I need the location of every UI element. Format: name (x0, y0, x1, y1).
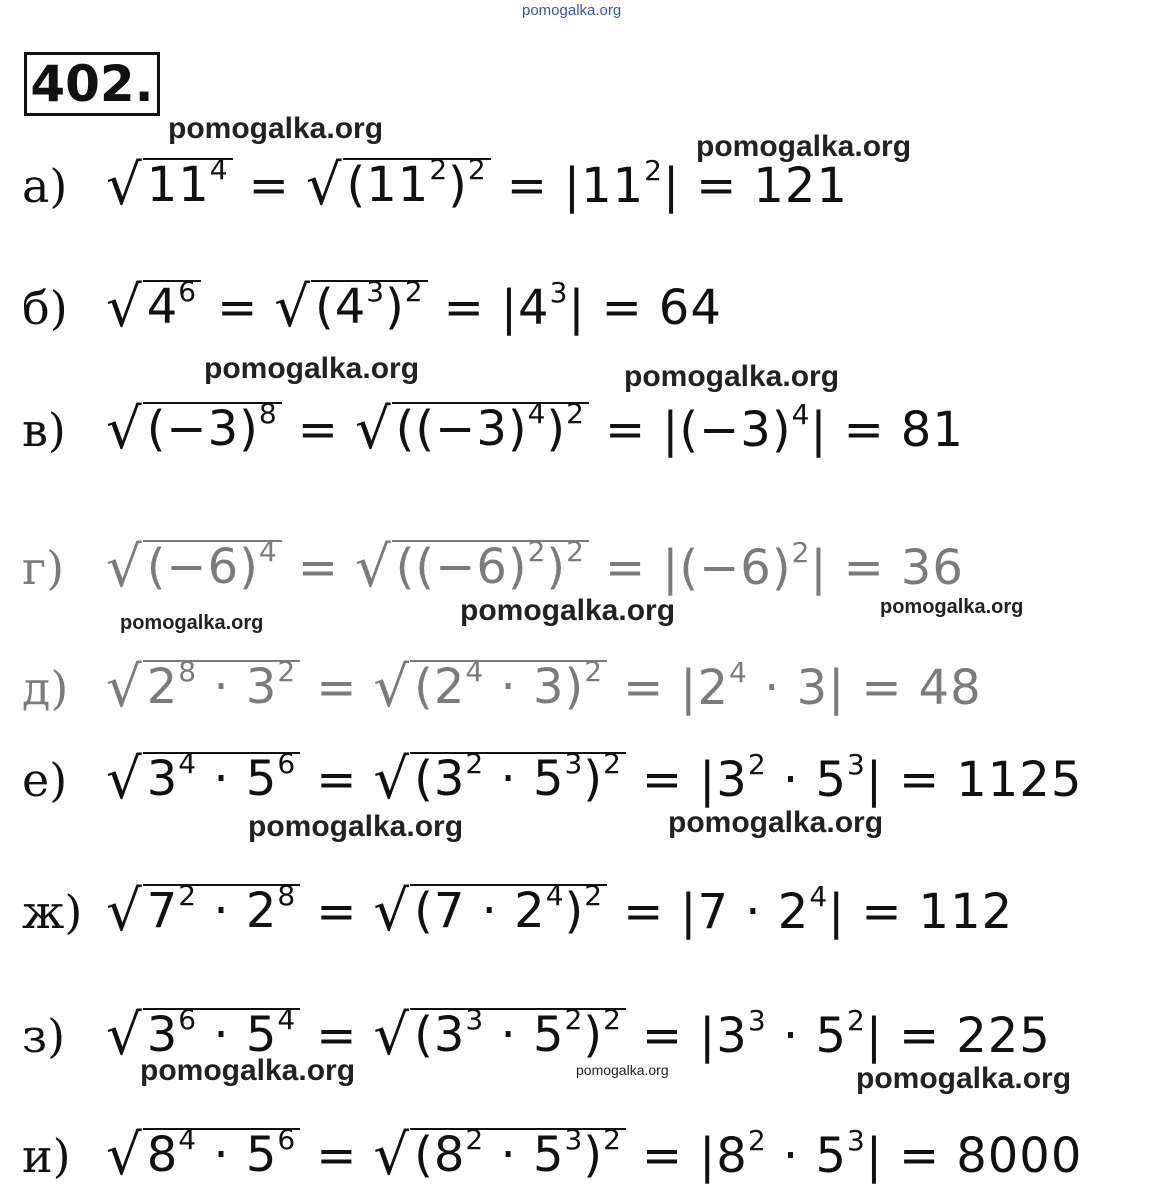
radicand (143, 747, 301, 808)
equation-row (22, 528, 964, 608)
equals-sign: = (641, 1008, 684, 1064)
exponent: 2 (603, 1003, 622, 1036)
item-label: е) (22, 753, 68, 807)
item-label: з) (22, 1009, 66, 1063)
exponent: 2 (465, 1123, 485, 1156)
base: |8 (699, 1128, 748, 1184)
radicand (143, 1003, 301, 1064)
radical-sign: √ (274, 275, 311, 340)
close-bar: | (663, 158, 681, 214)
equation (106, 535, 964, 600)
exponent: 6 (178, 1003, 198, 1036)
equals-sign: = (316, 1128, 358, 1184)
base: (−6) (146, 539, 259, 595)
radical-1 (106, 747, 300, 812)
watermark: pomogalka.org (880, 596, 1024, 618)
problem-number: 402. (24, 52, 160, 116)
close-bar: | (865, 1008, 883, 1064)
close-bar: · 3| (747, 660, 846, 716)
close-bar: | (810, 402, 828, 458)
base: |3 (699, 1008, 748, 1064)
close-paren: · 3) (484, 659, 585, 715)
exponent: 6 (277, 747, 297, 780)
radical-sign: √ (373, 747, 411, 812)
radical-2 (373, 1123, 625, 1188)
absolute-value (563, 154, 681, 214)
equals-sign: = (316, 1008, 358, 1064)
radical-sign: √ (354, 535, 392, 600)
radical-sign: √ (106, 397, 143, 462)
absolute-value (680, 880, 846, 940)
equals-sign: = (623, 884, 665, 940)
radical-sign: √ (354, 397, 392, 462)
exponent: 6 (178, 275, 198, 308)
close-bar: | (828, 884, 846, 940)
exponent: 8 (277, 879, 297, 912)
equals-sign: = (898, 1008, 941, 1064)
radical-1 (106, 1003, 300, 1068)
radicand (392, 397, 589, 458)
base: |11 (563, 158, 645, 214)
equals-sign: = (898, 752, 941, 808)
base: 11 (146, 157, 210, 213)
exponent: 4 (465, 655, 485, 688)
exponent: 3 (366, 275, 386, 308)
radical-2 (373, 655, 607, 720)
exponent: 6 (277, 1123, 297, 1156)
equation (106, 1123, 1083, 1188)
absolute-value (662, 536, 828, 596)
close-paren: ) (546, 401, 567, 457)
equation (106, 655, 982, 720)
base: 2 (146, 659, 179, 715)
exponent: 2 (644, 154, 663, 187)
radical-sign: √ (373, 655, 411, 720)
result: 36 (900, 540, 964, 596)
radical-sign: √ (373, 1003, 411, 1068)
equals-sign: = (641, 1128, 684, 1184)
exponent: 4 (791, 398, 811, 431)
exponent: 2 (527, 535, 547, 568)
radical-2 (354, 397, 589, 462)
factor: · 5 (766, 1128, 847, 1184)
result: 48 (918, 660, 982, 716)
exponent: 2 (747, 1124, 767, 1157)
exponent: 4 (258, 535, 278, 568)
radical-sign: √ (106, 275, 143, 340)
absolute-value (680, 656, 846, 716)
exponent: 3 (747, 1004, 767, 1037)
equals-sign: = (297, 402, 339, 458)
radicand (410, 655, 607, 716)
equation-row (22, 740, 1082, 820)
equals-sign: = (843, 540, 885, 596)
exponent: 4 (809, 880, 829, 913)
exponent: 4 (178, 747, 198, 780)
equation (106, 1003, 1051, 1068)
radicand (410, 747, 626, 808)
watermark: pomogalka.org (696, 130, 912, 163)
exponent: 4 (729, 656, 748, 689)
factor: · 5 (766, 1008, 847, 1064)
equals-sign: = (316, 752, 358, 808)
radical-sign: √ (106, 655, 143, 720)
base: |(−6) (662, 540, 792, 596)
close-paren: ) (448, 157, 468, 213)
factor: · 5 (197, 1007, 278, 1063)
radical-sign: √ (305, 153, 343, 218)
exponent: 3 (465, 1003, 485, 1036)
base: (3 (414, 1007, 466, 1063)
exponent: 3 (549, 276, 569, 309)
exponent: 4 (527, 397, 547, 430)
base: ((−3) (395, 401, 528, 457)
exponent: 2 (747, 748, 767, 781)
radical-2 (354, 535, 589, 600)
base: ((−6) (395, 539, 528, 595)
base: 3 (146, 1007, 179, 1063)
radicand (143, 1123, 301, 1184)
watermark-top: pomogalka.org (522, 2, 622, 19)
watermark: pomogalka.org (120, 612, 264, 634)
exponent: 2 (603, 1123, 622, 1156)
equation (106, 397, 964, 462)
result: 81 (900, 402, 964, 458)
radical-sign: √ (373, 1123, 411, 1188)
exponent: 2 (178, 879, 198, 912)
equals-sign: = (861, 884, 903, 940)
equals-sign: = (604, 402, 647, 458)
factor: · 5 (197, 1127, 278, 1183)
radicand (143, 153, 233, 214)
equals-sign: = (506, 158, 548, 214)
radicand (143, 535, 282, 596)
equation-row (22, 146, 848, 226)
absolute-value (699, 1124, 883, 1184)
exponent: 2 (566, 397, 585, 430)
item-label: а) (22, 159, 68, 213)
exponent: 2 (429, 153, 449, 186)
equals-sign: = (641, 752, 684, 808)
equation (106, 275, 722, 340)
radical-2 (305, 153, 491, 218)
exponent: 2 (465, 747, 485, 780)
watermark: pomogalka.org (168, 112, 384, 145)
equals-sign: = (248, 158, 290, 214)
base: (7 · 2 (414, 883, 546, 939)
factor: · 5 (766, 752, 847, 808)
equals-sign: = (604, 540, 647, 596)
watermark: pomogalka.org (140, 1054, 356, 1087)
item-label: в) (22, 403, 66, 457)
base: (8 (414, 1127, 466, 1183)
base: (3 (414, 751, 466, 807)
equation (106, 153, 849, 218)
watermark: pomogalka.org (460, 594, 676, 627)
base: (2 (414, 659, 466, 715)
base: 3 (146, 751, 179, 807)
radicand (392, 535, 589, 596)
exponent: 2 (584, 655, 604, 688)
equation (106, 747, 1083, 812)
result: 64 (658, 280, 722, 336)
factor: · 5 (197, 751, 278, 807)
radical-sign: √ (373, 879, 411, 944)
equals-sign: = (217, 280, 259, 336)
radical-1 (106, 275, 201, 340)
item-label: ж) (22, 885, 83, 939)
radical-1 (106, 1123, 300, 1188)
radicand (143, 397, 282, 458)
close-bar: | (568, 280, 586, 336)
radical-sign: √ (106, 747, 143, 812)
exponent: 3 (564, 747, 584, 780)
exponent: 2 (404, 275, 424, 308)
watermark: pomogalka.org (576, 1062, 669, 1078)
exponent: 2 (566, 535, 585, 568)
close-paren: ) (385, 279, 405, 335)
base: |7 · 2 (680, 884, 810, 940)
absolute-value (699, 1004, 883, 1064)
radical-1 (106, 655, 300, 720)
exponent: 3 (846, 1124, 866, 1157)
equals-sign: = (601, 280, 643, 336)
radicand (343, 153, 491, 214)
radical-1 (106, 535, 282, 600)
factor: · 2 (197, 883, 278, 939)
item-label: г) (22, 541, 65, 595)
radicand (311, 275, 428, 336)
radical-2 (373, 1003, 625, 1068)
exponent: 4 (277, 1003, 297, 1036)
equation-row (22, 390, 964, 470)
radicand (410, 879, 607, 940)
equation (106, 879, 1014, 944)
base: 7 (146, 883, 179, 939)
base: 8 (146, 1127, 179, 1183)
equals-sign: = (297, 540, 339, 596)
equals-sign: = (316, 660, 358, 716)
watermark: pomogalka.org (624, 360, 840, 393)
equation-row (22, 648, 982, 728)
item-label: б) (22, 281, 68, 335)
item-label: д) (22, 661, 69, 715)
exponent: 2 (791, 536, 811, 569)
radical-sign: √ (106, 153, 143, 218)
exponent: 4 (178, 1123, 198, 1156)
watermark: pomogalka.org (248, 810, 464, 843)
radicand (410, 1003, 626, 1064)
result: 8000 (956, 1128, 1083, 1184)
close-paren: ) (546, 539, 567, 595)
close-bar: | (810, 540, 828, 596)
exponent: 2 (467, 153, 487, 186)
exponent: 4 (545, 879, 565, 912)
radicand (143, 655, 301, 716)
absolute-value (500, 276, 586, 336)
radicand (410, 1123, 626, 1184)
equation-row (22, 268, 722, 348)
absolute-value (662, 398, 828, 458)
radical-1 (106, 153, 233, 218)
exponent: 3 (564, 1123, 584, 1156)
radical-sign: √ (106, 879, 143, 944)
close-bar: | (865, 752, 883, 808)
base: |(−3) (662, 402, 792, 458)
equals-sign: = (316, 884, 358, 940)
item-label: и) (22, 1129, 71, 1183)
radicand (143, 275, 201, 336)
base: 4 (146, 279, 179, 335)
radical-1 (106, 397, 282, 462)
watermark: pomogalka.org (204, 352, 420, 385)
result: 1125 (956, 752, 1083, 808)
radicand (143, 879, 301, 940)
equation-row (22, 1116, 1082, 1196)
absolute-value (699, 748, 883, 808)
factor: · 5 (484, 1007, 565, 1063)
exponent: 8 (258, 397, 278, 430)
radical-sign: √ (106, 535, 143, 600)
exponent: 2 (603, 747, 622, 780)
close-paren: ) (583, 1127, 604, 1183)
result: 112 (918, 884, 1014, 940)
exponent: 4 (209, 153, 229, 186)
base: (11 (346, 157, 430, 213)
radical-1 (106, 879, 300, 944)
base: |3 (699, 752, 748, 808)
exponent: 2 (564, 1003, 584, 1036)
equals-sign: = (843, 402, 885, 458)
base: (−3) (146, 401, 259, 457)
equals-sign: = (696, 158, 738, 214)
equation-row (22, 872, 1013, 952)
exponent: 8 (178, 655, 198, 688)
factor: · 5 (484, 1127, 565, 1183)
close-bar: | (865, 1128, 883, 1184)
radical-sign: √ (106, 1003, 143, 1068)
equals-sign: = (861, 660, 903, 716)
factor: · 3 (197, 659, 278, 715)
exponent: 2 (584, 879, 604, 912)
radical-2 (373, 747, 625, 812)
exponent: 2 (846, 1004, 866, 1037)
close-paren: ) (583, 1007, 604, 1063)
equation-row (22, 996, 1051, 1076)
close-paren: ) (564, 883, 585, 939)
base: |4 (500, 280, 550, 336)
base: (4 (314, 279, 367, 335)
equals-sign: = (898, 1128, 941, 1184)
radical-2 (373, 879, 607, 944)
radical-sign: √ (106, 1123, 143, 1188)
exponent: 2 (277, 655, 297, 688)
radical-2 (274, 275, 427, 340)
factor: · 5 (484, 751, 565, 807)
result: 121 (753, 158, 849, 214)
close-paren: ) (583, 751, 604, 807)
equals-sign: = (443, 280, 485, 336)
equals-sign: = (623, 660, 665, 716)
base: |2 (680, 660, 730, 716)
watermark: pomogalka.org (668, 806, 884, 839)
result: 225 (956, 1008, 1051, 1064)
watermark: pomogalka.org (856, 1062, 1072, 1095)
exponent: 3 (846, 748, 866, 781)
